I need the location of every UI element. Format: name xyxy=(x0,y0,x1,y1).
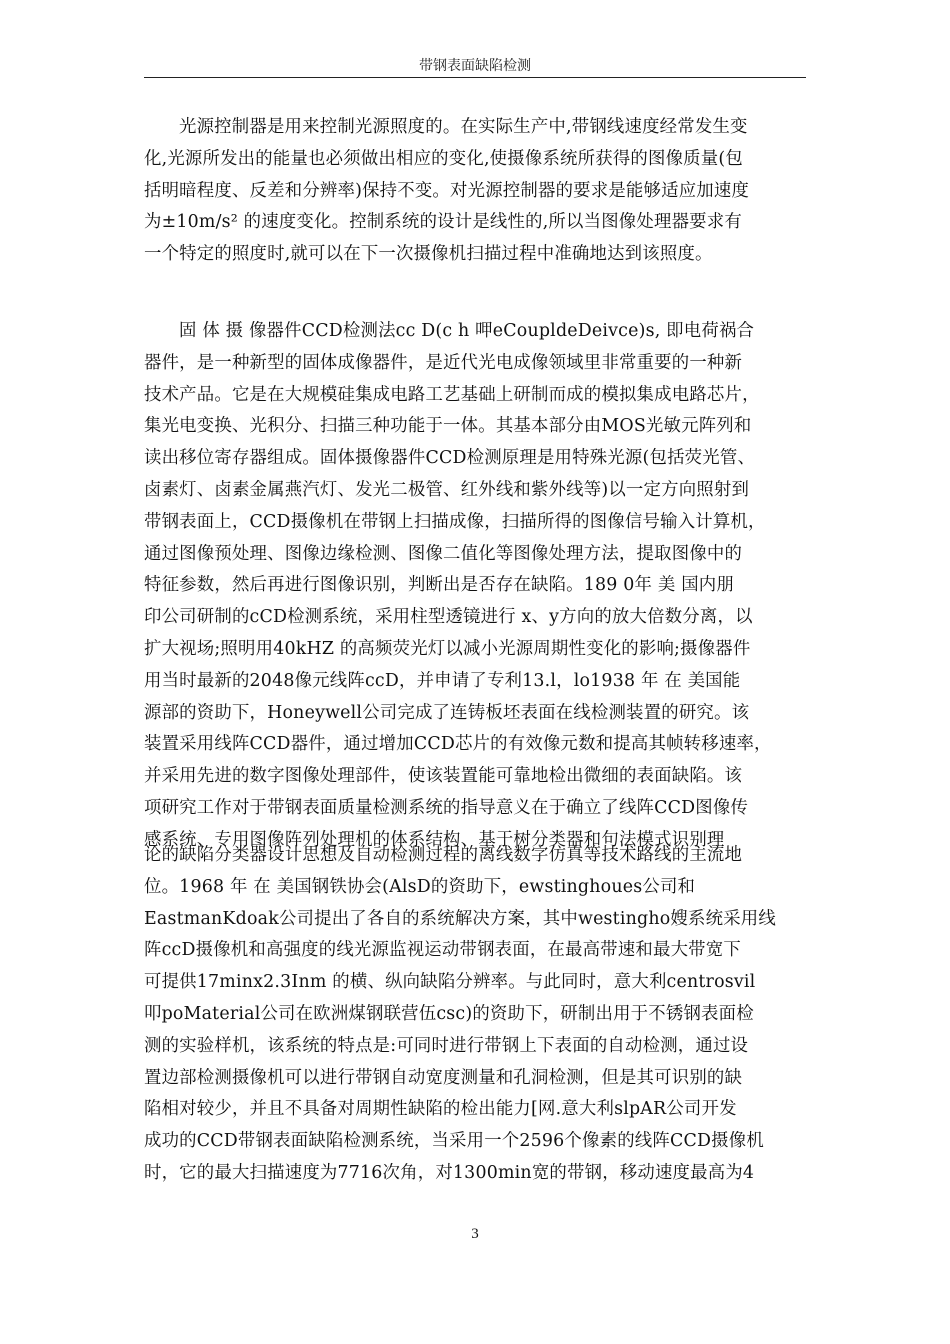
text-line: 并采用先进的数字图像处理部件，使该装置能可靠地检出微细的表面缺陷。该 xyxy=(144,766,743,787)
text-line: 装置采用线阵CCD器件，通过增加CCD芯片的有效像元数和提高其帧转移速率， xyxy=(144,734,772,755)
text-line: 固 体 摄 像器件CCD检测法cc D(c h 呷eCoupldeDeivce)s, 即电荷祸合 xyxy=(179,321,755,341)
page-number: 3 xyxy=(471,1226,479,1242)
text-line: 卤素灯、卤素金属燕汽灯、发光二极管、红外线和紫外线等)以一定方向照射到 xyxy=(144,479,750,500)
header-divider xyxy=(144,77,806,78)
text-line: 项研究工作对于带钢表面质量检测系统的指导意义在于确立了线阵CCD图像传 xyxy=(144,797,749,818)
text-line: 特征参数，然后再进行图像识别，判断出是否存在缺陷。189 0年 美 国内朋 xyxy=(144,575,734,596)
header-title: 带钢表面缺陷检测 xyxy=(419,58,531,74)
text-line: 可提供17minx2.3Inm 的横、纵向缺陷分辨率。与此同时，意大利centrosvil xyxy=(144,972,756,993)
text-line: 感系统、专用图像阵列处理机的体系结构、基于树分类器和句法模式识别理 xyxy=(144,829,725,850)
text-line: 论的缺陷分类器设计思想及自动检测过程的离线数字仿真等技术路线的主流地 xyxy=(144,845,743,865)
text-line: 为±10m/s² 的速度变化。控制系统的设计是线性的,所以当图像处理器要求有 xyxy=(144,212,742,233)
text-line: 括明暗程度、反差和分辨率)保持不变。对光源控制器的要求是能够适应加速度 xyxy=(144,180,750,201)
text-line: 时，它的最大扫描速度为7716次角，对1300min宽的带钢，移动速度最高为4 xyxy=(144,1162,755,1183)
text-line: 集光电变换、光积分、扫描三种功能于一体。其基本部分由MOS光敏元阵列和 xyxy=(144,416,752,437)
text-line: 器件，是一种新型的固体成像器件，是近代光电成像领域里非常重要的一种新 xyxy=(144,352,743,373)
paragraph-ccd-history-continued xyxy=(144,840,808,1190)
paragraph-ccd-detection xyxy=(144,316,808,857)
text-line: EastmanKdoak公司提出了各自的系统解决方案，其中westingho嫂系统采用线 xyxy=(144,908,776,929)
text-line: 化,光源所发出的能量也必须做出相应的变化,使摄像系统所获得的图像质量(包 xyxy=(144,148,743,169)
text-line: 读出移位寄存器组成。固体摄像器件CCD检测原理是用特殊光源(包括荧光管、 xyxy=(144,448,756,469)
text-line: 一个特定的照度时,就可以在下一次摄像机扫描过程中准确地达到该照度。 xyxy=(144,244,713,265)
text-line: 位。1968 年 在 美国钢铁协会(AlsD的资助下，ewstinghoues公司和 xyxy=(144,876,696,897)
text-line: 叩poMaterial公司在欧洲煤钢联营伍csc)的资助下，研制出用于不锈钢表面检 xyxy=(144,1003,754,1024)
text-line: 通过图像预处理、图像边缘检测、图像二值化等图像处理方法，提取图像中的 xyxy=(144,543,743,564)
text-line: 陷相对较少，并且不具备对周期性缺陷的检出能力[网.意大利slpAR公司开发 xyxy=(144,1099,737,1120)
text-line: 阵ccD摄像机和高强度的线光源监视运动带钢表面，在最高带速和最大带宽下 xyxy=(144,940,741,961)
text-line: 源部的资助下，Honeywell公司完成了连铸板坯表面在线检测装置的研究。该 xyxy=(144,702,750,723)
text-line: 带钢表面上，CCD摄像机在带钢上扫描成像，扫描所得的图像信号输入计算机， xyxy=(144,511,766,532)
text-line: 印公司研制的cCD检测系统，采用柱型透镜进行 x、y方向的放大倍数分离，以 xyxy=(144,607,753,628)
paragraph-light-controller xyxy=(144,112,808,271)
page-header xyxy=(144,0,806,80)
text-line: 成功的CCD带钢表面缺陷检测系统，当采用一个2596个像素的线阵CCD摄像机 xyxy=(144,1131,764,1152)
text-line: 技术产品。它是在大规模硅集成电路工艺基础上研制而成的模拟集成电路芯片， xyxy=(144,384,760,405)
text-line: 置边部检测摄像机可以进行带钢自动宽度测量和孔洞检测，但是其可识别的缺 xyxy=(144,1067,743,1088)
text-line: 扩大视场;照明用40kHZ 的高频荧光灯以减小光源周期性变化的影响;摄像器件 xyxy=(144,638,751,659)
text-line: 用当时最新的2048像元线阵ccD，并申请了专利13.l，lo1938 年 在 美国能 xyxy=(144,670,741,691)
text-line: 光源控制器是用来控制光源照度的。在实际生产中,带钢线速度经常发生变 xyxy=(179,117,748,137)
text-line: 测的实验样机，该系统的特点是:可同时进行带钢上下表面的自动检测，通过设 xyxy=(144,1035,749,1056)
